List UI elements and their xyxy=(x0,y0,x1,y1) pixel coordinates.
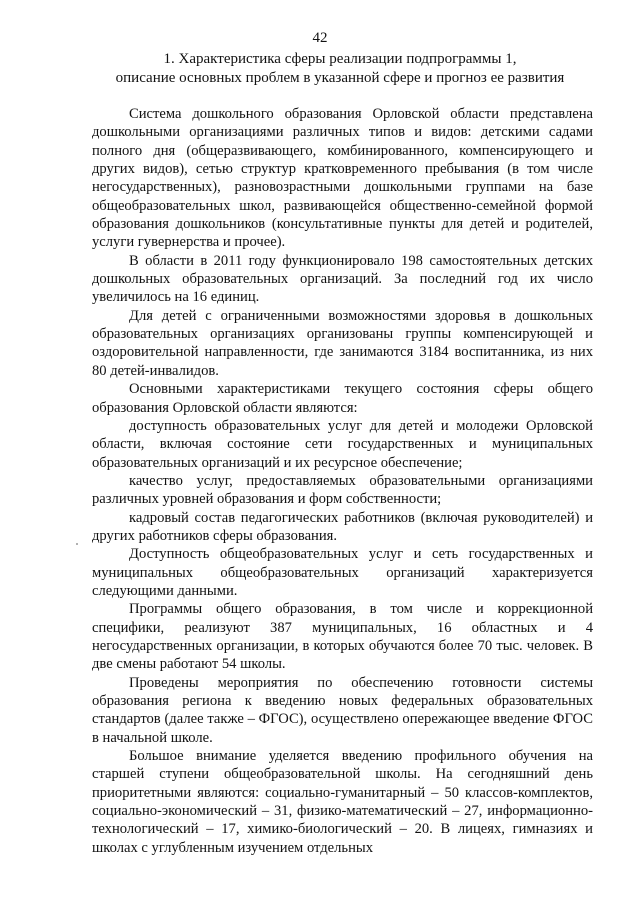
paragraph-programs: Программы общего образования, в том числе и коррекционной специфики, реализуют 387 муниципальных, 16 областных и 4 негосударственных организации, в которых обучаются более 70 тыс. человек. В две смены работают 54 школы. xyxy=(92,601,593,673)
paragraph-preschool-system: Система дошкольного образования Орловской области представлена дошкольными организациями различных типов и видов: детскими садами полного дня (общеразвивающего, комбинированного, компенсирующего и других видов), сетью структур кратковременного пребывания (в том числе негосударственных), разновозрастными дошкольными группами на базе общеобразовательных школ, развивающейся общественно-семейной формой образования дошкольников (консультативные пункты для детей и родителей, услуги гувернерства и прочее). xyxy=(92,106,593,251)
paragraph-network: Доступность общеобразовательных услуг и сеть государственных и муниципальных общеобразовательных организаций характеризуется следующими данными. xyxy=(92,546,593,599)
scan-speck xyxy=(76,543,78,545)
body-text xyxy=(92,105,593,857)
heading-line-1: 1. Характеристика сферы реализации подпрограммы 1, xyxy=(163,51,517,67)
paragraph-profile-education: Большое внимание уделяется введению профильного обучения на старшей ступени общеобразовательной школы. На сегодняшний день приоритетными являются: социально-гуманитарный – 50 классов-комплектов, социально-экономический – 31, физико-математический – 27, информационно-технологический – 17, химико-биологический – 20. В лицеях, гимназиях и школах с углубленным изучением отдельных xyxy=(92,748,593,856)
section-heading xyxy=(90,50,590,87)
heading-line-2: описание основных проблем в указанной сфере и прогноз ее развития xyxy=(115,69,565,86)
paragraph-fgos: Проведены мероприятия по обеспечению готовности системы образования региона к введению новых федеральных образовательных стандартов (далее также – ФГОС), осуществлено опережающее введение ФГОС в начальной школе. xyxy=(92,674,593,746)
paragraph-special-needs: Для детей с ограниченными возможностями здоровья в дошкольных образовательных организациях организованы группы компенсирующей и оздоровительной направленности, где занимаются 3184 воспитанника, из них 80 детей-инвалидов. xyxy=(92,307,593,379)
paragraph-staff: кадровый состав педагогических работников (включая руководителей) и других работников сферы образования. xyxy=(92,509,593,544)
paragraph-availability: доступность образовательных услуг для детей и молодежи Орловской области, включая состояние сети государственных и муниципальных образовательных организаций и их ресурсное обеспечение; xyxy=(92,417,593,471)
page-number: 42 xyxy=(312,30,328,46)
paragraph-quality: качество услуг, предоставляемых образовательными организациями различных уровней образования и форм собственности; xyxy=(92,472,593,508)
paragraph-preschool-count: В области в 2011 году функционировало 198 самостоятельных детских дошкольных образовательных организаций. За последний год их число увеличилось на 16 единиц. xyxy=(92,252,593,306)
paragraph-characteristics-intro: Основными характеристиками текущего состояния сферы общего образования Орловской области являются: xyxy=(92,381,593,416)
